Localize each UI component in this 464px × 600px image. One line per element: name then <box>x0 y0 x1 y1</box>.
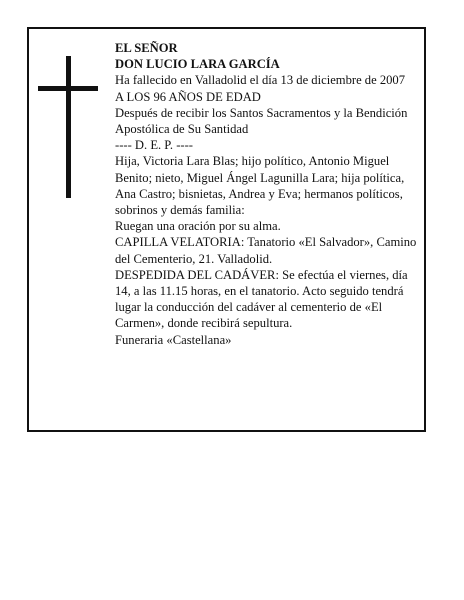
obituary-notice <box>27 27 426 432</box>
sacraments-text: Después de recibir los Santos Sacramentos y la Bendición Apostólica de Su Santidad <box>115 105 408 137</box>
title-line-1: EL SEÑOR <box>115 41 178 55</box>
prayer-text: Ruegan una oración por su alma. <box>115 219 281 234</box>
funeral-home-text: Funeraria «Castellana» <box>115 332 232 347</box>
age-text: A LOS 96 AÑOS DE EDAD <box>115 89 261 104</box>
deceased-name: DON LUCIO LARA GARCÍA <box>115 57 280 72</box>
cross-horizontal-bar <box>38 86 98 91</box>
death-info: Ha fallecido en Valladolid el día 13 de diciembre de 2007 <box>115 73 406 88</box>
cross-icon <box>38 56 98 198</box>
notice-text <box>115 40 423 348</box>
rip-text: ---- D. E. P. ---- <box>115 138 193 153</box>
farewell-text: DESPEDIDA DEL CADÁVER: Se efectúa el viernes, día 14, a las 11.15 horas, en el tanatorio. Acto seguido tendrá lugar la conducción del cadáver al cementerio de «El Carmen», donde recibirá sepultura. <box>115 267 408 331</box>
chapel-text: CAPILLA VELATORIA: Tanatorio «El Salvador», Camino del Cementerio, 21. Valladolid. <box>115 235 417 266</box>
cross-vertical-bar <box>66 56 71 198</box>
family-text: Hija, Victoria Lara Blas; hijo político, Antonio Miguel Benito; nieto, Miguel Ángel Lagunilla Lara; hija política, Ana Castro; bisnietas, Andrea y Eva; hermanos políticos, sobrinos y demás familia: <box>115 154 405 218</box>
